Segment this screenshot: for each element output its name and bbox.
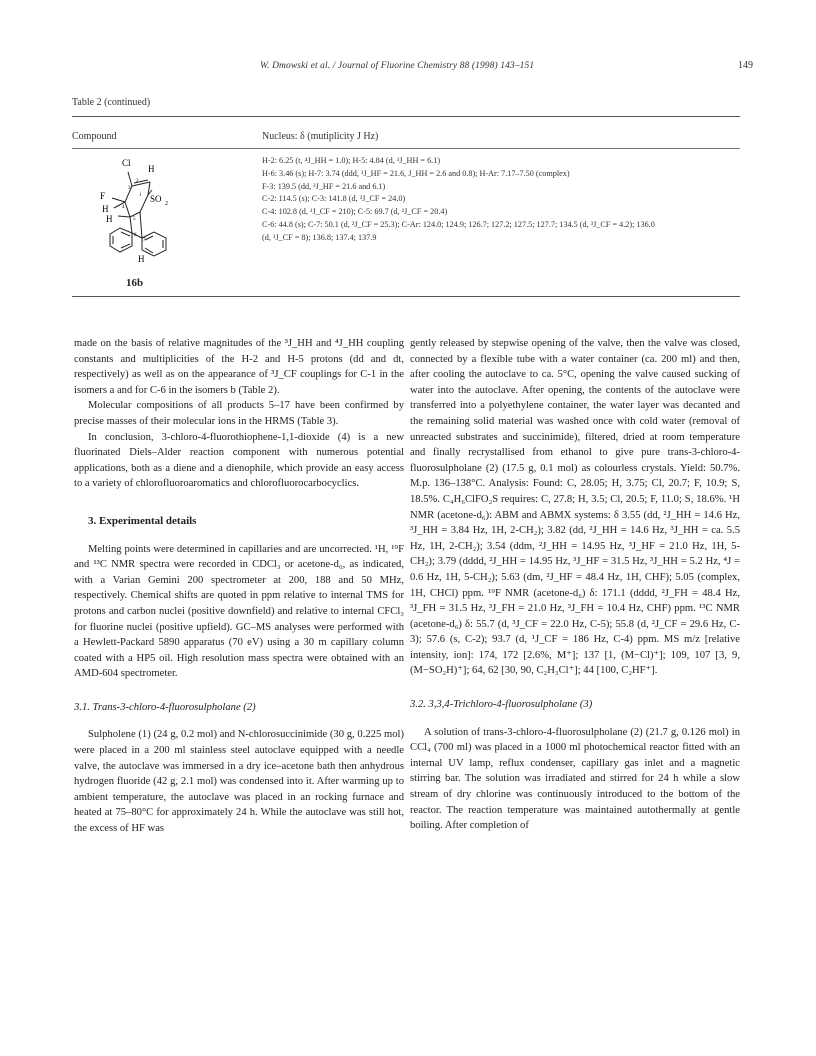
paragraph: Sulpholene (1) (24 g, 0.2 mol) and N-chlorosuccinimide (30 g, 0.225 mol) were placed in a 200 ml stainless steel autoclave equipped with a needle valve, the autoclave was immersed in a dry ice–acetone bath then anhydrous hydrogen fluoride (42 g, 2.1 mol) was condensed into it. After warming up to ambient temperature, the autoclave was placed in an rocking furnace and heated at 75–80°C for approximately 24 h. While the autoclave was still hot, the excess of HF was — [74, 729, 404, 835]
position-1: 1 — [139, 193, 142, 198]
paragraph: A solution of trans-3-chloro-4-fluorosulpholane (2) (21.7 g, 0.126 mol) in CCl₄ (700 ml) was placed in a 1000 ml photochemical reactor fitted with an internal UV lamp, reflux condenser, capillary gas inlet and a magnetic stirring bar. The solution was irradiated and stirred for 24 h while a slow stream of dry chlorine was continuously introduced to the bottom of the reactor. The reaction temperature was maintained autothermally at gentle boiling. After completion of — [410, 726, 740, 832]
atom-so2-subscript: 2 — [165, 201, 168, 207]
compound-label: 16b — [126, 277, 144, 289]
atom-h-left2: H — [106, 214, 113, 224]
position-3: 3 — [128, 186, 131, 191]
table-caption: Table 2 (continued) — [72, 97, 151, 108]
nmr-line: F-3: 139.5 (dd, ³J_HF = 21.6 and 6.1) — [262, 181, 386, 191]
atom-h-bottom: H — [138, 254, 145, 264]
table-header-rule — [72, 148, 740, 149]
column-header-compound: Compound — [72, 131, 117, 142]
nmr-line: C-2: 114.5 (s); C-3: 141.8 (d, ²J_CF = 24.0) — [262, 194, 406, 204]
table-top-rule — [72, 116, 740, 117]
nmr-line: H-6: 3.46 (s); H-7: 3.74 (ddd, ³J_HF = 21.6, J_HH = 2.6 and 0.8); H-Ar: 7.17–7.50 (complex) — [262, 168, 570, 178]
left-column — [74, 336, 404, 837]
paragraph: Melting points were determined in capillaries and are uncorrected. ¹H, ¹⁹F and ¹³C NMR spectra were recorded in CDCl₃ or acetone-d₆, as indicated, with a Varian Gemini 200 spectrometer at 200, 188 and 50 MHz, respectively. Chemical shifts are quoted in ppm relative to internal TMS for protons and carbon nuclei (positive downfield) and relative to internal CFCl₃ for fluorine nuclei (positive upfield). GC–MS analyses were performed with a Hewlett-Packard 5890 apparatus (70 eV) using a 30 m capillary column coated with a HP5 oil. High resolution mass spectra were obtained with an AMD-604 spectrometer. — [74, 543, 404, 680]
right-column — [410, 336, 740, 834]
atom-so2: SO — [150, 194, 162, 204]
atom-f: F — [100, 191, 106, 201]
column-header-nucleus: Nucleus: δ (mutiplicity J Hz) — [262, 131, 379, 142]
subsection-heading: 3.1. Trans-3-chloro-4-fluorosulpholane (2) — [74, 701, 256, 713]
section-heading: 3. Experimental details — [88, 514, 197, 527]
position-6: 6 — [134, 233, 137, 238]
position-5: 5 — [133, 217, 136, 222]
paragraph: In conclusion, 3-chloro-4-fluorothiophene-1,1-dioxide (4) is a new fluorinated Diels–Alder reaction component with numerous potential applications, both as a diene and a dienophile, which provide an easy access to a variety of chlorofluoroaromatics and chlorofluorocarbocyclics. — [74, 431, 404, 490]
atom-cl: Cl — [122, 158, 131, 168]
nmr-line: H-2: 6.25 (t, ⁴J_HH = 1.0); H-5: 4.84 (d, ³J_HH = 6.1) — [262, 156, 441, 165]
atom-h-left: H — [102, 204, 109, 214]
paragraph: made on the basis of relative magnitudes of the ³J_HH and ⁴J_HH coupling constants and multiplicities of the H-2 and H-5 protons (dd and dt, respectively) as well as on the appearance of ³J_CF couplings for C-1 in the isomers a and for C-6 in the isomers b (Table 2). — [74, 338, 404, 396]
atom-h-top: H — [148, 164, 155, 174]
structure-16b-diagram — [92, 150, 212, 275]
paragraph: gently released by stepwise opening of the valve, then the valve was closed, connected by a flexible tube with a water container (ca. 200 ml) and then, after cooling the autoclave to ca. 5°C, opening the valve caused sucking of water into the autoclave. After opening, the contents of the autoclave were transferred into a polyethylene container, the water layer was decanted and the remaining solid material was washed once with cold water (removal of unreacted substrates and succinimide), filtered, dried at room temperature and finally recrystallised from ethanol to give pure trans-3-chloro-4-fluorosulpholane (2) (17.5 g, 0.1 mol) as colourless crystals. Yield: 50.7%. M.p. 136–138°C. Analysis: Found: C, 28.05; H, 3.75; Cl, 20.7; F, 10.9; S, 18.5%. C₄H₆ClFO₂S requires: C, 27.8; H, 3.5; Cl, 20.5; F, 11.0; S, 18.6%. ¹H NMR (acetone-d₆): ABM and ABMX systems: δ 3.55 (dd, ²J_HH = 14.6 Hz, ³J_HH = 3.84 Hz, 1H, 2-CH₂); 3.82 (dd, ²J_HH = 14.6 Hz, ³J_HH = ca. 5.5 Hz, 1H, 2-CH₂); 3.54 (ddm, ²J_HH = 14.95 Hz, ³J_HF = 21.0 Hz, 1H, 5-CH₂); 3.79 (dddd, ²J_HH = 14.95 Hz, ³J_HF = 31.5 Hz, ³J_HH = 5.2 Hz, ⁴J = 0.6 Hz, 1H, 5-CH₂); 5.63 (dm, ²J_HF = 48.4 Hz, 1H, CHF); 5.05 (complex, 1H, CHCl) ppm. ¹⁹F NMR (acetone-d₆) δ: 171.1 (dddd, ²J_FH = 48.4 Hz, ³J_FH = 31.5 Hz, ³J_FH = 21.0 Hz, ³J_FH = 10.4 Hz, CHF) ppm. ¹³C NMR (acetone-d₆) δ: 55.7 (d, ³J_CF = 22.0 Hz, C-5); 55.8 (d, ²J_CF = 29.6 Hz, C-3); 57.6 (s, C-2); 93.7 (d, ¹J_CF = 186 Hz, C-4) ppm. MS m/z [relative intensity, ion]: 174, 172 [2.6%, M⁺]; 137 [1, (M−Cl)⁺]; 109, 107 [3, 9, (M−SO₂H)⁺]; 64, 62 [30, 90, C₂H₃Cl⁺]; 44 [100, C₂HF⁺]. — [410, 338, 740, 677]
paragraph: Molecular compositions of all products 5–17 have been confirmed by precise masses of their molecular ions in the HRMS (Table 3). — [74, 400, 404, 427]
nmr-line: C-6: 44.8 (s); C-7: 50.1 (d, ²J_CF = 25.3); C-Ar: 124.0; 124.9; 126.7; 127.2; 127.5; 127.7; 134.5 (d, ³J_CF = 4.2); 136.0 — [262, 219, 655, 229]
nmr-data-block — [262, 155, 742, 245]
running-head: W. Dmowski et al. / Journal of Fluorine Chemistry 88 (1998) 143–151 — [260, 61, 535, 71]
table-bottom-rule — [72, 296, 740, 297]
position-4: 4 — [122, 205, 125, 210]
nmr-line: (d, ³J_CF = 8); 136.8; 137.4; 137.9 — [262, 232, 377, 242]
page-number: 149 — [738, 60, 753, 71]
nmr-line: C-4: 102.8 (d, ¹J_CF = 210); C-5: 69.7 (d, ²J_CF = 20.4) — [262, 207, 448, 217]
position-2: 2 — [136, 179, 139, 184]
subsection-heading: 3.2. 3,3,4-Trichloro-4-fluorosulpholane (3) — [410, 699, 593, 711]
position-7: 7 — [143, 238, 146, 243]
